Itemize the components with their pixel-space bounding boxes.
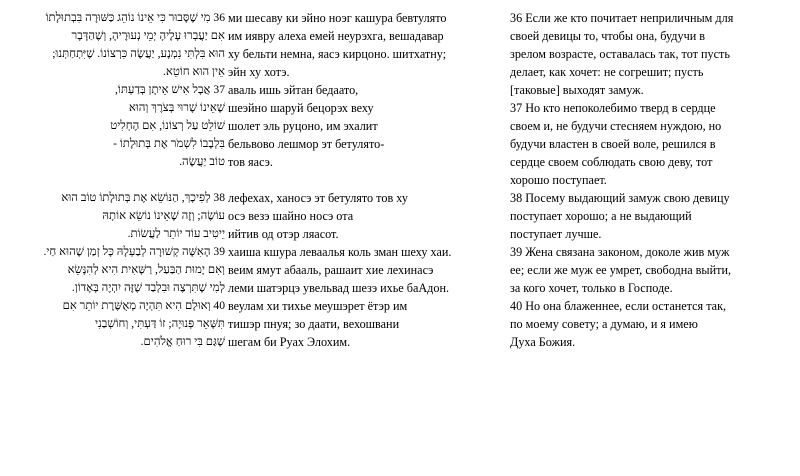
- transliteration-line: эйн ху хотэ.: [228, 65, 290, 79]
- russian-line: хорошо поступает.: [510, 173, 607, 187]
- transliteration-line: хаиша кшура леваалья коль зман шеху хаи.: [228, 245, 452, 259]
- transliteration-line: шегам би Руах Элохим.: [228, 335, 351, 349]
- russian-line: 38 Посему выдающий замуж свою девицу: [510, 191, 730, 205]
- transliteration-line: леми шатэрцэ увельвад шезэ ихье баАдон.: [228, 281, 450, 295]
- russian-line: своей девицы то, чтобы она, будучи в: [510, 29, 706, 43]
- hebrew-line: 40 וְאוּלָם הִיא תִּהְיֶה מְאֻשֶּׁרֶת יוֹתֵר אִם: [62, 299, 225, 312]
- russian-line: по моему совету; а думаю, и я имею: [510, 317, 698, 331]
- hebrew-line: טוֹב יַעֲשֶׂה.: [179, 155, 225, 168]
- transliteration-line: аваль ишь эйтан бедаато,: [228, 83, 359, 97]
- russian-line: 40 Но она блаженнее, если останется так,: [510, 299, 727, 313]
- transliteration-line: шеэйно шаруй бецорэх веху: [228, 101, 374, 115]
- russian-line: [таковые] выходят замуж.: [510, 83, 644, 97]
- russian-line: поступает хорошо; а не выдающий: [510, 209, 692, 223]
- hebrew-line: שֶׁגַּם בִּי רוּחַ אֱלֹהִים.: [140, 335, 225, 348]
- hebrew-line: 39 הָאִשָּׁה קְשׁוּרָה לְבַעְלָהּ כָּל זְמַן שֶׁהוּא חַי.: [43, 245, 225, 258]
- russian-text-column: [510, 9, 795, 351]
- hebrew-line: אִם יַעֲבְרוּ עָלֶיהָ יְמֵי נְעוּרֶיהָ, וְשֶׁהַדָּבָר: [71, 29, 225, 42]
- transliteration-line: ху бельти немна, яасэ кирцоно. шитхатну;: [228, 47, 447, 61]
- russian-line: будучи властен в своей воле, решился в: [510, 137, 716, 151]
- russian-line: Духа Божия.: [510, 335, 576, 349]
- russian-line: своем и, не будучи стесняем нуждою, но: [510, 119, 722, 133]
- hebrew-line: וְאִם יָמוּת הַבַּעַל, רַשָּׁאִית הִיא לְהִנָּשֵׂא: [67, 263, 225, 276]
- paragraph-gap: [6, 171, 225, 189]
- transliteration-line: лефехах, ханосэ эт бетулято тов ху: [228, 191, 408, 205]
- hebrew-line: 37 אֲבָל אִישׁ אֵיתָן בְּדַעְתּוֹ,: [114, 83, 225, 96]
- russian-line: 39 Жена связана законом, доколе жив муж: [510, 245, 730, 259]
- hebrew-line: 38 לְפִיכָךְ, הַנּוֹשֵׂא אֶת בְּתוּלָתוֹ טוֹב הוּא: [61, 191, 225, 204]
- transliteration-line: ми шесаву ки эйно ноэг кашура бевтулято: [228, 11, 447, 25]
- paragraph-gap: [228, 171, 500, 189]
- transliteration-line: шолет эль руцоно, им эхалит: [228, 119, 378, 133]
- transliteration-line: веулам хи тихье меушэрет ётэр им: [228, 299, 408, 313]
- transliteration-line: им иявру алеха емей неурэхга, вешадавар: [228, 29, 444, 43]
- hebrew-line: שׁוֹלֵט עַל רְצוֹנוֹ, אִם הֶחְלִיט: [110, 119, 225, 132]
- transliteration-line: тишэр пнуя; зо даати, вехошвани: [228, 317, 400, 331]
- transliteration-line: ийтив од отэр ляасот.: [228, 227, 339, 241]
- hebrew-line: תִּשָּׁאֵר פְּנוּיָה; זוֹ דַּעְתִּי, וְחוֹשְׁבַנִי: [94, 317, 225, 330]
- russian-line: сердце своем соблюдать свою деву, тот: [510, 155, 713, 169]
- russian-line: ее; если же муж ее умрет, свободна выйти,: [510, 263, 732, 277]
- hebrew-line: שֶׁאֵינוֹ שָׁרוּי בְּצֹרֶךְ וְהוּא: [128, 101, 225, 114]
- hebrew-line: יֵיטִיב עוֹד יוֹתֵר לַעֲשׂוֹת.: [127, 227, 225, 240]
- russian-line: делает, как хочет: не согрешит; пусть: [510, 65, 704, 79]
- transliteration-line: осэ везэ шайно носэ ота: [228, 209, 354, 223]
- russian-line: 36 Если же кто почитает неприличным для: [510, 11, 734, 25]
- transliteration-line: бельвово лешмор эт бетулято-: [228, 137, 385, 151]
- russian-line: зрелом возрасте, оставалась так, тот пусть: [510, 47, 730, 61]
- hebrew-line: לְמִי שֶׁתִּרְצֶה וּבִלְבַד שֶׁזֶּה יִהְיֶה בָּאָדוֹן.: [71, 281, 225, 294]
- hebrew-line: 36 מִי שֶׁסָּבוּר כִּי אֵינוֹ נוֹהֵג כַּשּׁוּרָה בִּבְתוּלָתוֹ: [45, 11, 225, 24]
- transliteration-line: веим ямут абааль, рашаит хие лехинасэ: [228, 263, 434, 277]
- hebrew-text-column: [6, 9, 225, 351]
- russian-line: 37 Но кто непоколебимо тверд в сердце: [510, 101, 716, 115]
- hebrew-line: הוּא בִּלְתִּי נִמְנָע, יַעֲשֶׂה כִּרְצוֹנוֹ. שֶׁיִּתְחַתְּנוּ;: [52, 47, 225, 60]
- transliteration-text-column: [228, 9, 500, 351]
- hebrew-line: אֵין הוּא חוֹטֵא.: [162, 65, 225, 78]
- russian-line: поступает лучше.: [510, 227, 602, 241]
- hebrew-line: בִּלְבָבוֹ לִשְׁמֹר אֶת בְּתוּלָתוֹ -: [113, 137, 225, 150]
- hebrew-line: עוֹשֶׂה; וְזֶה שֶׁאֵינוֹ נוֹשֵׂא אוֹתָהּ: [102, 209, 225, 222]
- russian-line: за кого хочет, только в Господе.: [510, 281, 673, 295]
- transliteration-line: тов яасэ.: [228, 155, 273, 169]
